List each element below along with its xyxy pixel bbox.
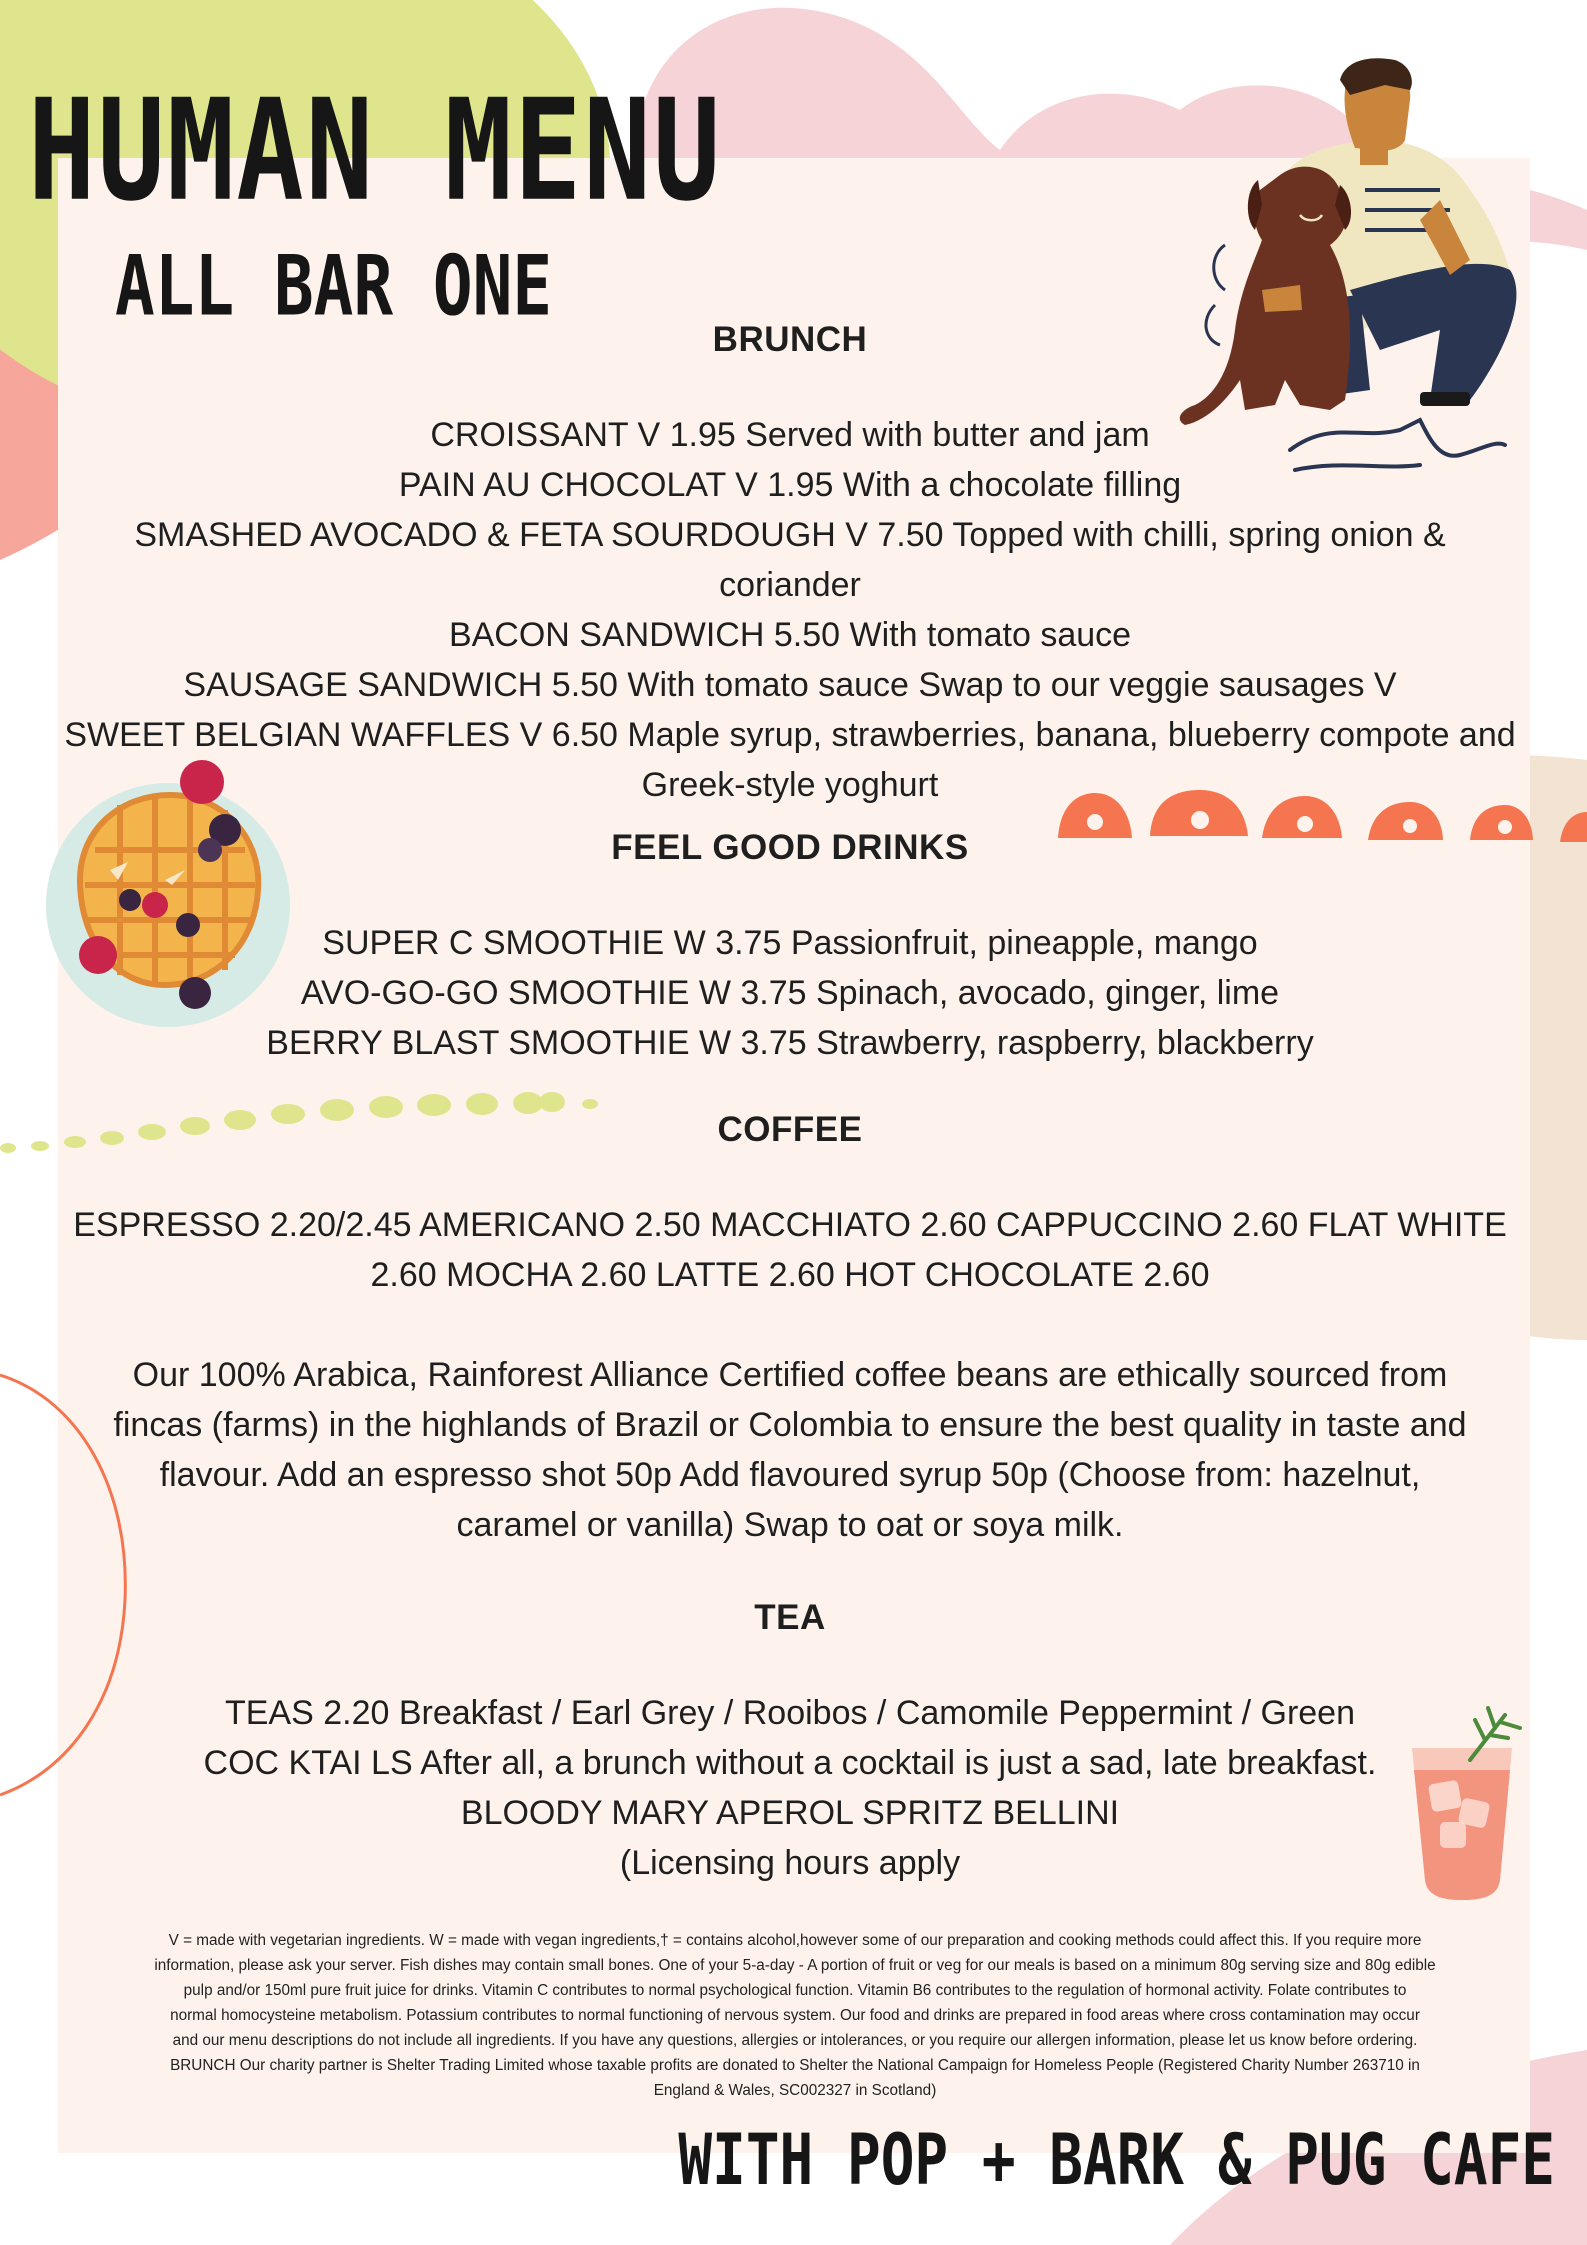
fine-print-line: normal homocysteine metabolism. Potassium contributes to normal functioning of nervous system. Our food and drinks are prepared in food areas where cross contamination may occur [170, 2007, 1420, 2024]
fine-print-line: England & Wales, SC002327 in Scotland) [653, 2082, 937, 2099]
brunch-line: SWEET BELGIAN WAFFLES V 6.50 Maple syrup, strawberries, banana, blueberry compote and [64, 716, 1516, 754]
drinks-line: BERRY BLAST SMOOTHIE W 3.75 Strawberry, raspberry, blackberry [266, 1024, 1314, 1062]
brunch-line: PAIN AU CHOCOLAT V 1.95 With a chocolate filling [398, 466, 1182, 504]
tea-line: (Licensing hours apply [619, 1844, 961, 1882]
menu-subtitle: ALL BAR ONE [115, 238, 553, 335]
menu-title: HUMAN MENU [28, 70, 723, 233]
coffee-line: ESPRESSO 2.20/2.45 AMERICANO 2.50 MACCHIATO 2.60 CAPPUCCINO 2.60 FLAT WHITE [73, 1206, 1507, 1244]
coffee-heading: COFFEE [717, 1110, 863, 1149]
fine-print-line: BRUNCH Our charity partner is Shelter Trading Limited whose taxable profits are donated to Shelter the National Campaign for Homeless People (Registered Charity Number 263710 in [170, 2057, 1420, 2074]
brunch-line: SAUSAGE SANDWICH 5.50 With tomato sauce Swap to our veggie sausages V [183, 666, 1397, 704]
brunch-line: CROISSANT V 1.95 Served with butter and jam [430, 416, 1150, 454]
fine-print-line: V = made with vegetarian ingredients. W = made with vegan ingredients,† = contains alcohol,however some of our preparation and cooking methods could affect this. If you require more [168, 1932, 1422, 1949]
tea-section [60, 1588, 1520, 1888]
tea-line: TEAS 2.20 Breakfast / Earl Grey / Rooibos / Camomile Peppermint / Green [224, 1694, 1356, 1732]
brunch-line: SMASHED AVOCADO & FETA SOURDOUGH V 7.50 Topped with chilli, spring onion & coriander [134, 516, 1446, 604]
coffee-note-line: fincas (farms) in the highlands of Brazil or Colombia to ensure the best quality in taste and [113, 1406, 1467, 1444]
coffee-note-line: Our 100% Arabica, Rainforest Alliance Certified coffee beans are ethically sourced from [132, 1356, 1448, 1394]
brunch-section [60, 310, 1520, 810]
menu-content [60, 310, 1520, 1888]
fine-print-line: and our menu descriptions do not include all ingredients. If you have any questions, allergies or intolerances, or you require our allergen information, please let us know before ordering. [172, 2032, 1418, 2049]
drinks-line: AVO-GO-GO SMOOTHIE W 3.75 Spinach, avocado, ginger, lime [300, 974, 1280, 1012]
coffee-note-line: caramel or vanilla) Swap to oat or soya milk. [456, 1506, 1124, 1544]
drinks-section [60, 818, 1520, 1068]
fine-print-line: pulp and/or 150ml pure fruit juice for drinks. Vitamin C contributes to normal psychological function. Vitamin B6 contributes to the regulation of hormonal activity. Folate contributes to [183, 1982, 1407, 1999]
fine-print [75, 1928, 1515, 2103]
drinks-line: SUPER C SMOOTHIE W 3.75 Passionfruit, pineapple, mango [322, 924, 1258, 962]
drinks-heading: FEEL GOOD DRINKS [611, 828, 969, 867]
coffee-line: 2.60 MOCHA 2.60 LATTE 2.60 HOT CHOCOLATE 2.60 [370, 1256, 1210, 1294]
coffee-section [60, 1100, 1520, 1550]
footer-signature: WITH POP + BARK & PUG CAFE [678, 2120, 1555, 2202]
coffee-note-line: flavour. Add an espresso shot 50p Add flavoured syrup 50p (Choose from: hazelnut, [159, 1456, 1421, 1494]
brunch-line: Greek-style yoghurt [641, 766, 939, 804]
brunch-line: BACON SANDWICH 5.50 With tomato sauce [448, 616, 1132, 654]
tea-line: COC KTAI LS After all, a brunch without a cocktail is just a sad, late breakfast. [203, 1744, 1377, 1782]
tea-heading: TEA [754, 1598, 826, 1637]
fine-print-line: information, please ask your server. Fish dishes may contain small bones. One of your 5-a-day - A portion of fruit or veg for our meals is based on a minimum 80g serving size and 80g edible [154, 1957, 1436, 1974]
brunch-heading: BRUNCH [712, 320, 868, 359]
tea-line: BLOODY MARY APEROL SPRITZ BELLINI [460, 1794, 1120, 1832]
